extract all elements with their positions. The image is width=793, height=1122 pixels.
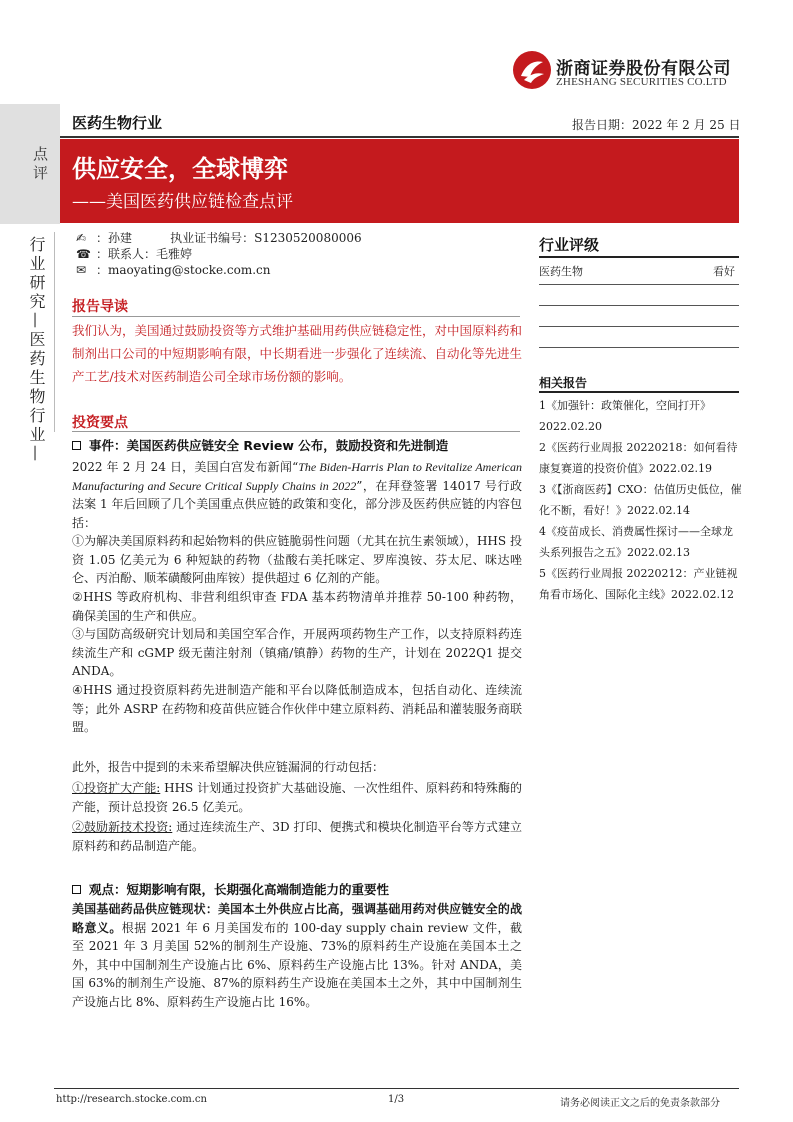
- event-intro-a: 2022 年 2 月 24 日，美国白宫发布新闻“: [72, 460, 299, 474]
- header-divider: [60, 136, 739, 138]
- event-intro-title: The Biden-Harris Plan to Revitalize American Manufacturing and Secure Critical Supply Chains in 2022: [72, 460, 522, 493]
- industry-label: 医药生物行业: [72, 114, 163, 132]
- related-item[interactable]: 2《医药行业周报 20220218：如何看待康复赛道的投资价值》2022.02.19: [539, 441, 738, 475]
- related-heading: 相关报告: [539, 376, 588, 390]
- rating-row: [539, 263, 739, 279]
- page-number: 1/3: [388, 1094, 405, 1105]
- checkbox-bullet-icon: [72, 441, 81, 450]
- rating-divider: [539, 284, 739, 285]
- related-item[interactable]: 3《【浙商医药】CXO：估值历史低位，催化不断，看好！》2022.02.14: [539, 483, 742, 517]
- future-item-2-label: ②鼓励新技术投资:: [72, 820, 173, 834]
- rating-sector: 医药生物: [539, 265, 583, 278]
- related-item[interactable]: 4《疫苗成长、消费属性探讨——全球龙头系列报告之五》2022.02.13: [539, 525, 733, 559]
- view-text-bold: 美国基础药品供应链现状：美国本土外供应占比高，强调基础用药对供应链安全的战略意义。: [72, 902, 522, 935]
- points-heading: 投资要点: [72, 415, 128, 431]
- view-heading-text: 观点：短期影响有限，长期强化高端制造能力的重要性: [89, 882, 390, 897]
- side-tag: 点评: [31, 146, 49, 184]
- phone-icon: ☎: [76, 247, 91, 261]
- brand-name-en: ZHESHANG SECURITIES CO.LTD: [556, 76, 727, 88]
- related-divider: [539, 391, 739, 393]
- rating-divider-top: [539, 256, 739, 258]
- future-item-1-text: HHS 计划通过投资扩大基础设施、一次性组件、原料药和特殊酶的产能，预计总投资 26.5 亿美元。: [72, 781, 522, 814]
- event-item-3: ③与国防高级研究计划局和美国空军合作，开展两项药物生产工作，以支持原料药连续流生产和 cGMP 级无菌注射剂（镇痛/镇静）药物的生产，计划在 2022Q1 提交 ANDA。: [72, 627, 522, 678]
- future-item-1: [72, 779, 522, 816]
- rating-divider: [539, 347, 739, 348]
- checkbox-bullet-icon: [72, 885, 81, 894]
- event-heading: [72, 436, 522, 454]
- contact-email: [76, 262, 270, 278]
- view-text: [72, 900, 522, 1011]
- event-item-1: ①为解决美国原料药和起始物料的供应链脆弱性问题（尤其在抗生素领域），HHS 投资 1.05 亿美元为 6 种短缺的药物（盐酸右美托咪定、罗库溴铵、芬太尼、咪达唑仑、丙泊酚、顺苯磺酸阿曲库铵）提供超过 6 亿剂的产能。: [72, 534, 522, 585]
- event-heading-text: 事件：美国医药供应链安全 Review 公布，鼓励投资和先进制造: [89, 438, 449, 453]
- pen-icon: ✍: [76, 231, 87, 245]
- event-intro: [72, 458, 522, 532]
- future-item-2: [72, 818, 522, 855]
- guide-divider: [72, 316, 520, 317]
- view-text-body: 根据 2021 年 6 月美国发布的 100-day supply chain review 文件，截至 2021 年 3 月美国 52%的制剂生产设施、73%的原料药生产设施在美国本土之外，其中中国制剂生产设施占比 6%、原料药生产设施占比 13%。针对 ANDA，美国 63%的制剂生产设施、87%的原料药生产设施在美国本土之外，其中中国制剂生产设施占比 8%、原料药生产设施占比 16%。: [72, 920, 522, 1009]
- zheshang-logo-icon: [512, 50, 552, 90]
- vertical-divider: [54, 232, 55, 432]
- contact-person-text: ：联系人：毛雅婷: [96, 247, 193, 261]
- guide-heading: 报告导读: [72, 299, 128, 315]
- event-item-4: ④HHS 通过投资原料药先进制造产能和平台以降低制造成本，包括自动化、连续流等；此外 ASRP 在药物和疫苗供应链合作伙伴中建立原料药、消耗品和灌装服务商联盟。: [72, 683, 522, 734]
- future-item-2-text: 通过连续流生产、3D 打印、便携式和模块化制造平台等方式建立原料药和药品制造产能。: [72, 820, 522, 853]
- contact-analyst: [76, 230, 362, 246]
- future-intro: 此外，报告中提到的未来希望解决供应链漏洞的行动包括：: [72, 760, 385, 774]
- points-divider: [72, 431, 520, 432]
- report-title: 供应安全，全球博弈: [72, 155, 288, 183]
- contact-person: [76, 246, 192, 262]
- vertical-category-label: 行业研究—医药生物行业—: [27, 236, 46, 464]
- future-item-1-label: ①投资扩大产能:: [72, 781, 161, 795]
- contact-email-text[interactable]: ：maoyating@stocke.com.cn: [96, 263, 271, 277]
- report-date: 报告日期：2022 年 2 月 25 日: [572, 118, 741, 132]
- report-subtitle: ——美国医药供应链检查点评: [72, 192, 293, 212]
- footer-divider: [54, 1088, 739, 1089]
- rating-heading: 行业评级: [539, 236, 600, 254]
- brand-name-cn: 浙商证券股份有限公司: [556, 59, 731, 79]
- mail-icon: ✉: [76, 263, 87, 277]
- footer-disclaimer: 请务必阅读正文之后的免责条款部分: [560, 1098, 720, 1109]
- event-item-2: ②HHS 等政府机构、非营利组织审查 FDA 基本药物清单并推荐 50-100 种药物，确保美国的生产和供应。: [72, 590, 522, 623]
- related-item[interactable]: 1《加强针：政策催化，空间打开》2022.02.20: [539, 399, 711, 433]
- event-intro-b: ”，在拜登签署 14017 号行政法案 1 年后回顾了几个美国重点供应链的政策和变化，部分涉及医药供应链的内容包括：: [72, 478, 522, 530]
- view-heading: [72, 880, 522, 898]
- guide-text: 我们认为，美国通过鼓励投资等方式维护基础用药供应链稳定性，对中国原料药和制剂出口公司的中短期影响有限，中长期看进一步强化了连续流、自动化等先进生产工艺/技术对医药制造公司全球市场份额的影响。: [72, 323, 523, 384]
- footer-url[interactable]: http://research.stocke.com.cn: [56, 1094, 207, 1105]
- related-item[interactable]: 5《医药行业周报 20220212：产业链视角看市场化、国际化主线》2022.02.12: [539, 567, 738, 601]
- brand-logo: [512, 50, 740, 94]
- contact-analyst-text: ：孙建 执业证书编号：S1230520080006: [96, 231, 362, 245]
- rating-divider: [539, 326, 739, 327]
- rating-divider: [539, 305, 739, 306]
- rating-value: 看好: [713, 265, 735, 278]
